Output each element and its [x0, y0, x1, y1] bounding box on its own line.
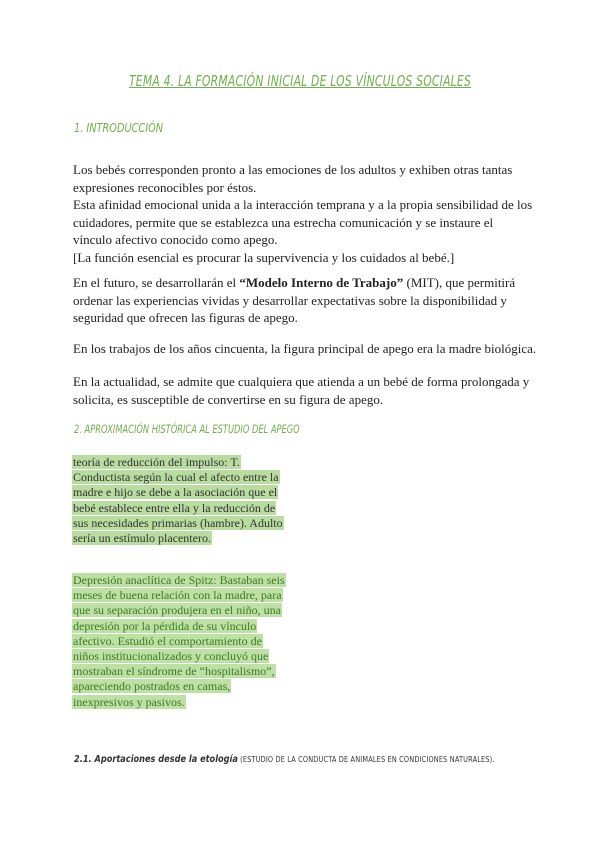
subsection-note: (ESTUDIO DE LA CONDUCTA DE ANIMALES EN CONDICIONES NATURALES). — [237, 755, 495, 764]
section-heading-introduccion: 1. INTRODUCCIÓN — [74, 120, 164, 135]
mit-paragraph — [73, 274, 543, 327]
intro-line: expresiones reconocibles por éstos. — [73, 179, 257, 195]
subsection-heading-etologia — [74, 752, 495, 765]
highlighted-note-spitz — [72, 573, 287, 710]
intro-line: Los bebés corresponden pronto a las emociones de los adultos y exhiben otras tantas — [73, 162, 513, 177]
intro-paragraph — [73, 161, 543, 266]
mit-bold-term: “Modelo Interno de Trabajo” — [239, 275, 404, 290]
note-text: Depresión anaclítica de Spitz: Bastaban seis meses de buena relación con la madre, para que su separación produjera en el niño, una depresión por la pérdida de su vínculo afectivo. Estudió el comportamiento de niños institucionalizados y concluyó que mostraban el síndrome de “hospitalismo”, apareciendo postrados en camas, inexpresivos y pasivos. — [73, 573, 285, 709]
mit-text-before: En el futuro, se desarrollarán el — [73, 275, 240, 290]
note-text: teoría de reducción del impulso: T. Conductista según la cual el afecto entre la madre e hijo se debe a la asociación que el bebé establece entre ella y la reducción de sus necesidades primarias (hambre). Adulto sería un estímulo placentero. — [73, 455, 283, 546]
intro-line: [La función esencial es procurar la supervivencia y los cuidados al bebé.] — [73, 249, 455, 265]
highlighted-note-impulso — [72, 455, 287, 546]
actualidad-paragraph: En la actualidad, se admite que cualquiera que atienda a un bebé de forma prolongada y solicita, es susceptible de convertirse en su figura de apego. — [73, 374, 530, 407]
document-title: TEMA 4. LA FORMACIÓN INICIAL DE LOS VÍNCULOS SOCIALES — [128, 72, 472, 90]
fifties-paragraph: En los trabajos de los años cincuenta, la figura principal de apego era la madre biológica. — [73, 341, 537, 356]
intro-line: Esta afinidad emocional unida a la interacción temprana y a la propia sensibilidad de los — [73, 197, 533, 212]
intro-line: vínculo afectivo conocido como apego. — [73, 232, 278, 247]
intro-line: cuidadores, permite que se establezca una estrecha comunicación y se instaure el — [73, 214, 494, 230]
mit-text-after: (MIT), que permitirá ordenar las experiencias vividas y desarrollar expectativas sobre la disponibilidad y seguridad que ofrecen las figuras de apego. — [73, 275, 516, 325]
section-heading-aproximacion: 2. APROXIMACIÓN HISTÓRICA AL ESTUDIO DEL APEGO — [74, 422, 300, 436]
subsection-lead: 2.1. Aportaciones desde la etología — [74, 754, 238, 765]
